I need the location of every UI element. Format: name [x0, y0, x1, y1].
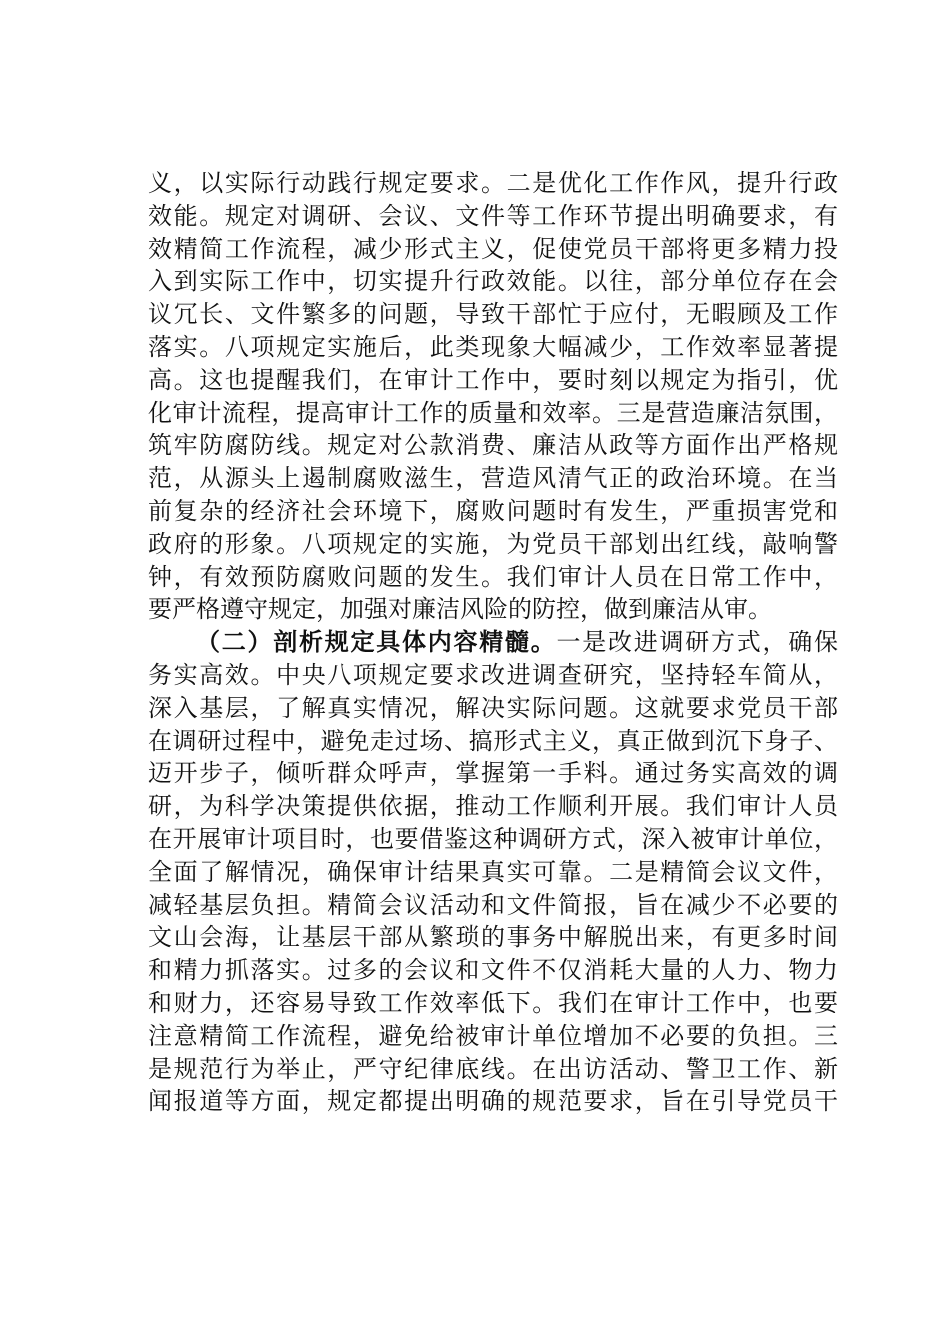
text-line: 高。这也提醒我们，在审计工作中，要时刻以规定为指引，优 — [148, 365, 838, 394]
text-line: 在开展审计项目时，也要借鉴这种调研方式，深入被审计单位， — [148, 824, 838, 853]
text-line: 筑牢防腐防线。规定对公款消费、廉洁从政等方面作出严格规 — [148, 431, 838, 460]
text-line: 务实高效。中央八项规定要求改进调查研究，坚持轻车简从， — [148, 660, 838, 689]
body-text — [148, 167, 838, 1118]
section-2-first-line-text: 一是改进调研方式，确保 — [556, 628, 838, 657]
text-line: 是规范行为举止，严守纪律底线。在出访活动、警卫工作、新 — [148, 1054, 838, 1083]
text-line: 和精力抓落实。过多的会议和文件不仅消耗大量的人力、物力 — [148, 956, 838, 985]
text-line: 深入基层，了解真实情况，解决实际问题。这就要求党员干部 — [148, 693, 838, 722]
text-line: 钟，有效预防腐败问题的发生。我们审计人员在日常工作中， — [148, 562, 838, 591]
text-line: 文山会海，让基层干部从繁琐的事务中解脱出来，有更多时间 — [148, 923, 838, 952]
text-line: 闻报道等方面，规定都提出明确的规范要求，旨在引导党员干 — [148, 1087, 838, 1116]
text-line: 和财力，还容易导致工作效率低下。我们在审计工作中，也要 — [148, 988, 838, 1017]
text-line: 全面了解情况，确保审计结果真实可靠。二是精简会议文件， — [148, 857, 838, 886]
text-line: 前复杂的经济社会环境下，腐败问题时有发生，严重损害党和 — [148, 496, 838, 525]
section-2-first-line — [148, 626, 838, 659]
text-line: 义，以实际行动践行规定要求。二是优化工作作风，提升行政 — [148, 169, 838, 197]
text-line: 议冗长、文件繁多的问题，导致干部忙于应付，无暇顾及工作 — [148, 300, 838, 329]
text-line: 效能。规定对调研、会议、文件等工作环节提出明确要求，有 — [148, 201, 838, 230]
text-line: 要严格遵守规定，加强对廉洁风险的防控，做到廉洁从审。 — [148, 595, 772, 624]
text-line: 范，从源头上遏制腐败滋生，营造风清气正的政治环境。在当 — [148, 464, 838, 493]
text-line: 迈开步子，倾听群众呼声，掌握第一手料。通过务实高效的调 — [148, 759, 838, 788]
text-line: 研，为科学决策提供依据，推动工作顺利开展。我们审计人员 — [148, 792, 838, 821]
text-line: 效精简工作流程，减少形式主义，促使党员干部将更多精力投 — [148, 234, 838, 263]
text-line: 政府的形象。八项规定的实施，为党员干部划出红线，敲响警 — [148, 529, 838, 558]
text-line: 在调研过程中，避免走过场、搞形式主义，真正做到沉下身子、 — [148, 726, 838, 755]
text-line: 化审计流程，提高审计工作的质量和效率。三是营造廉洁氛围， — [148, 398, 838, 427]
text-line: 落实。八项规定实施后，此类现象大幅减少，工作效率显著提 — [148, 332, 838, 361]
text-line: 减轻基层负担。精简会议活动和文件简报，旨在减少不必要的 — [148, 890, 838, 919]
text-line: 注意精简工作流程，避免给被审计单位增加不必要的负担。三 — [148, 1021, 838, 1050]
text-line: 入到实际工作中，切实提升行政效能。以往，部分单位存在会 — [148, 267, 838, 296]
section-2-heading: （二）剖析规定具体内容精髓。 — [196, 627, 557, 657]
